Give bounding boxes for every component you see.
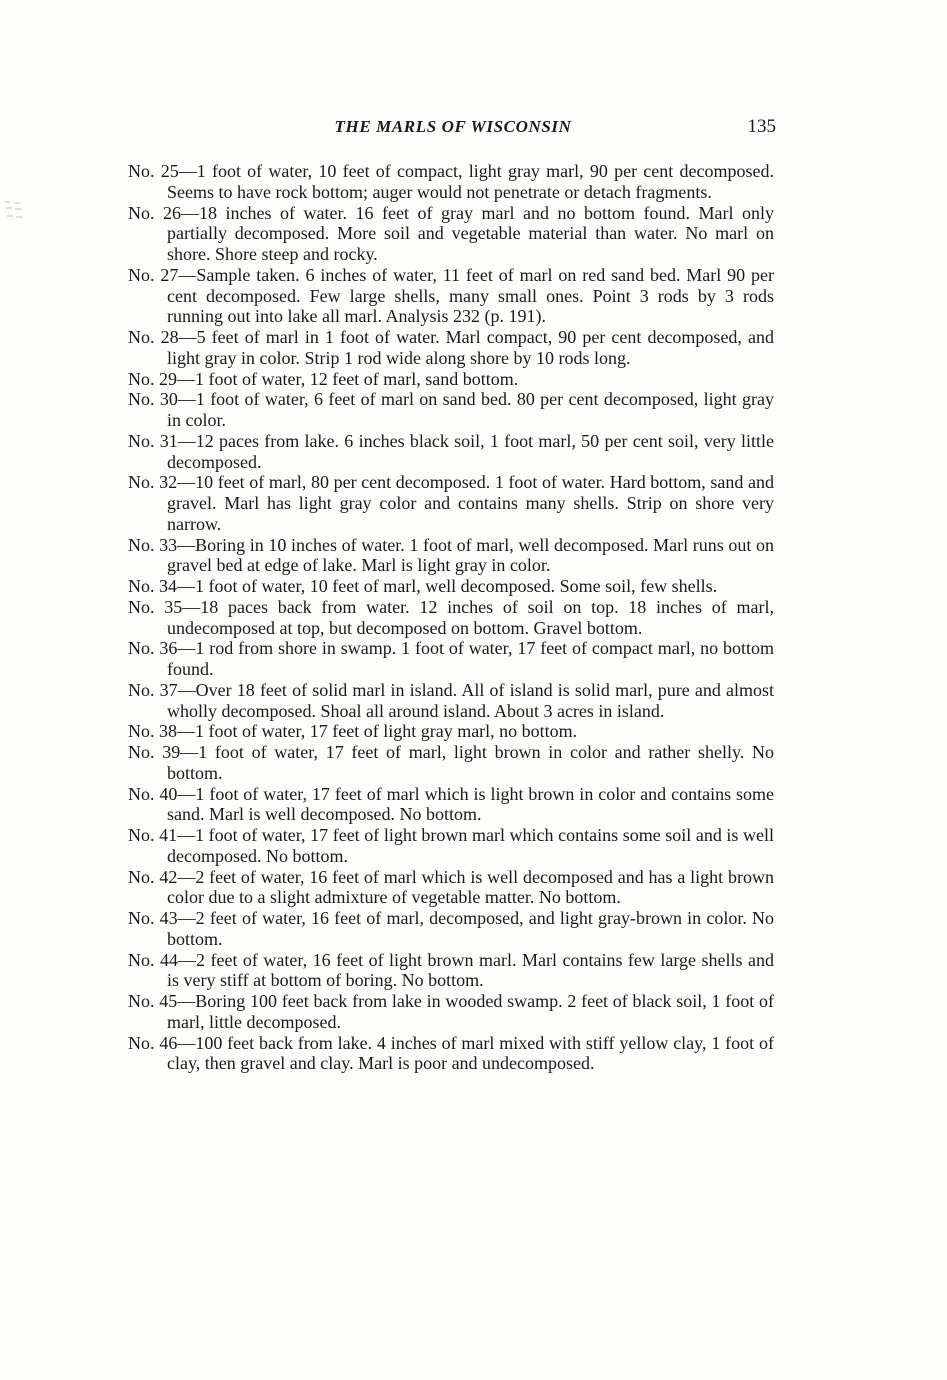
- entry-33: No. 33—Boring in 10 inches of water. 1 foot of marl, well decomposed. Marl runs out on gravel bed at edge of lake. Marl is light gray in color.: [128, 534, 774, 576]
- entry-32: No. 32—10 feet of marl, 80 per cent decomposed. 1 foot of water. Hard bottom, sand and gravel. Marl has light gray color and contains many shells. Strip on shore very narrow.: [128, 472, 774, 534]
- entry-44: No. 44—2 feet of water, 16 feet of light brown marl. Marl contains few large shells and is very stiff at bottom of boring. No bottom.: [128, 949, 774, 991]
- entry-36: No. 36—1 rod from shore in swamp. 1 foot of water, 17 feet of compact marl, no bottom found.: [128, 638, 774, 679]
- entry-41: No. 41—1 foot of water, 17 feet of light brown marl which contains some soil and is well decomposed. No bottom.: [128, 825, 774, 866]
- entry-40: No. 40—1 foot of water, 17 feet of marl which is light brown in color and contains some sand. Marl is well decomposed. No bottom.: [128, 783, 774, 825]
- entry-26: No. 26—18 inches of water. 16 feet of gray marl and no bottom found. Marl only partially decomposed. More soil and vegetable material than water. No marl on shore. Shore steep and rocky.: [128, 202, 774, 264]
- entry-46: No. 46—100 feet back from lake. 4 inches of marl mixed with stiff yellow clay, 1 foot of clay, then gravel and clay. Marl is poor and undecomposed.: [128, 1032, 774, 1074]
- entry-31: No. 31—12 paces from lake. 6 inches black soil, 1 foot marl, 50 per cent soil, very little decomposed.: [128, 430, 774, 472]
- entry-27: No. 27—Sample taken. 6 inches of water, 11 feet of marl on red sand bed. Marl 90 per cent decomposed. Few large shells, many small ones. Point 3 rods by 3 rods running out into lake all marl. Analysis 232 (p. 191).: [128, 264, 774, 327]
- bleed-through-mark: [2, 198, 24, 224]
- entry-45: No. 45—Boring 100 feet back from lake in wooded swamp. 2 feet of black soil, 1 foot of marl, little decomposed.: [128, 991, 774, 1032]
- entry-25: No. 25—1 foot of water, 10 feet of compact, light gray marl, 90 per cent decomposed. Seems to have rock bottom; auger would not penetrate or detach fragments.: [128, 161, 774, 202]
- entry-29: No. 29—1 foot of water, 12 feet of marl, sand bottom.: [128, 368, 519, 389]
- boring-entries: [128, 161, 774, 1074]
- page-number: 135: [747, 116, 776, 137]
- entry-42: No. 42—2 feet of water, 16 feet of marl which is well decomposed and has a light brown color due to a slight admixture of vegetable matter. No bottom.: [128, 866, 774, 908]
- entry-38: No. 38—1 foot of water, 17 feet of light gray marl, no bottom.: [128, 721, 578, 742]
- entry-34: No. 34—1 foot of water, 10 feet of marl, well decomposed. Some soil, few shells.: [128, 576, 718, 596]
- entry-43: No. 43—2 feet of water, 16 feet of marl, decomposed, and light gray-brown in color. No bottom.: [128, 908, 774, 949]
- entry-28: No. 28—5 feet of marl in 1 foot of water. Marl compact, 90 per cent decomposed, and light gray in color. Strip 1 rod wide along shore by 10 rods long.: [128, 327, 774, 368]
- entry-37: No. 37—Over 18 feet of solid marl in island. All of island is solid marl, pure and almost wholly decomposed. Shoal all around island. About 3 acres in island.: [128, 679, 774, 721]
- entry-35: No. 35—18 paces back from water. 12 inches of soil on top. 18 inches of marl, undecomposed at top, but decomposed on bottom. Gravel bottom.: [128, 596, 774, 638]
- page-header: [128, 114, 778, 140]
- entry-39: No. 39—1 foot of water, 17 feet of marl, light brown in color and rather shelly. No bottom.: [128, 742, 774, 783]
- running-head: THE MARLS OF WISCONSIN: [334, 117, 572, 136]
- entry-30: No. 30—1 foot of water, 6 feet of marl on sand bed. 80 per cent decomposed, light gray in color.: [128, 389, 774, 430]
